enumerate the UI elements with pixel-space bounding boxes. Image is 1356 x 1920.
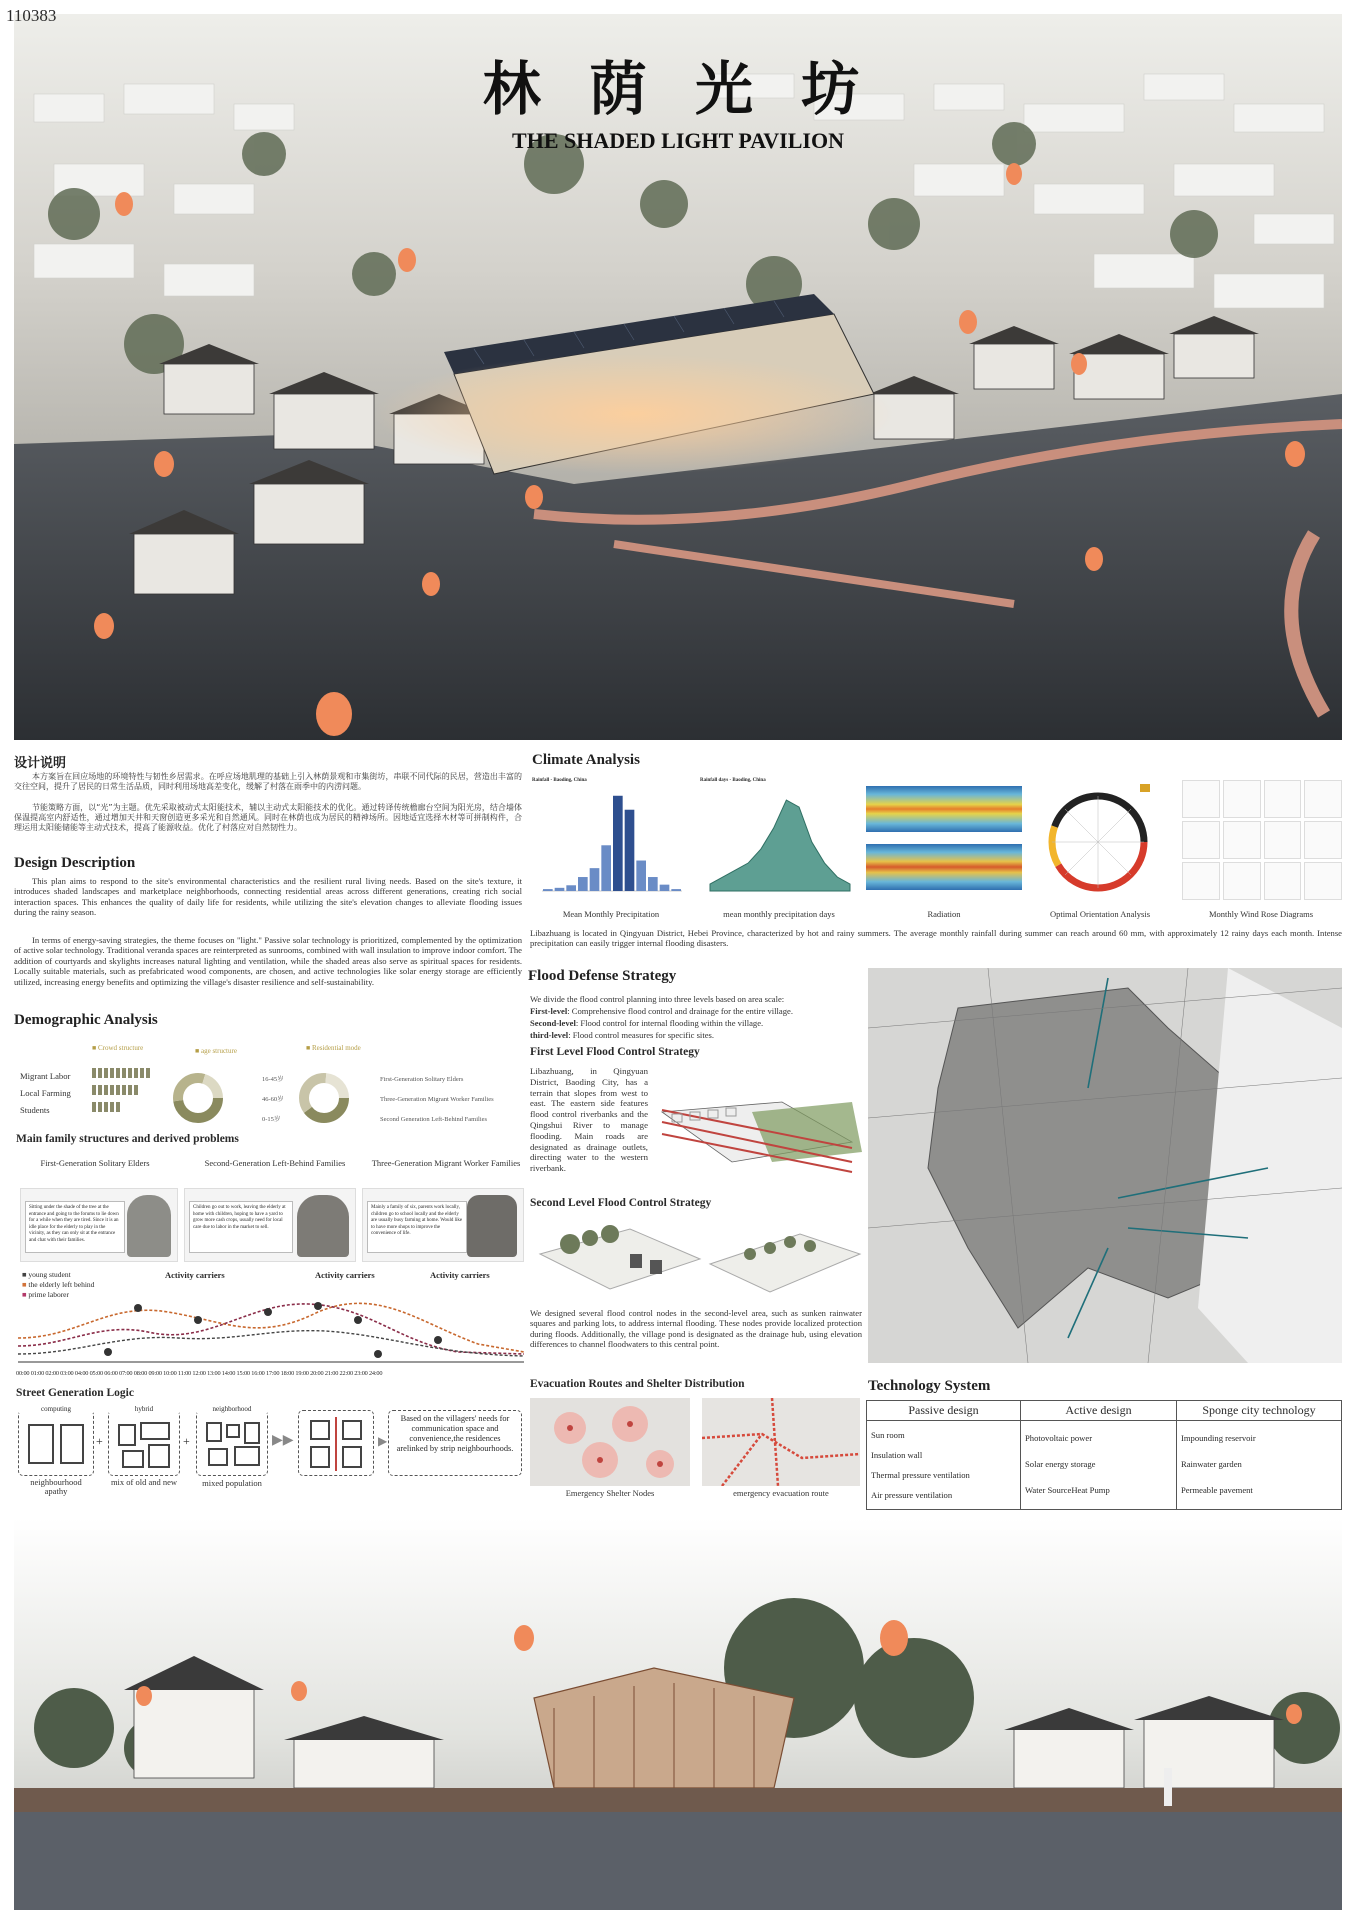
shelter-nodes-map <box>530 1398 690 1486</box>
design-cn-heading: 设计说明 <box>14 756 67 771</box>
rain-days-area <box>710 800 850 891</box>
precipitation-bar <box>671 889 681 891</box>
sponge-list <box>1177 1421 1342 1510</box>
residential-donut-chart <box>296 1070 352 1126</box>
family1-text: Sitting under the shade of the tree at the entrance and going to the forums to lie down for a while when they are tired. Since it is an idle place for the elderly to play in the vicinity, as they can only sit at the entrance and chat with their families. <box>25 1201 125 1253</box>
evacuation-route-map <box>702 1398 860 1486</box>
tech-item: Thermal pressure ventilation <box>871 1470 970 1480</box>
caption-rain-days: mean monthly precipitation days <box>723 909 835 919</box>
second-level-diagrams <box>530 1214 862 1304</box>
street-box-label: neighborhood <box>197 1405 267 1413</box>
family2-text: Children go out to work, leaving the elderly at home with children, hoping to have a yard to grow more cash crops, usually need for local care due to labor in the market to sell. <box>189 1201 293 1253</box>
family3-card <box>362 1188 524 1262</box>
orientation-wheel <box>1040 780 1156 900</box>
tech-item: Impounding reservoir <box>1181 1433 1256 1443</box>
precipitation-bar <box>566 885 576 891</box>
precipitation-bar <box>601 845 611 891</box>
street-label-apathy: neighbourhood apathy <box>30 1477 82 1496</box>
street-label-mixed: mixed population <box>202 1478 262 1488</box>
design-en-heading: Design Description <box>14 855 136 871</box>
tech-item: Permeable pavement <box>1181 1485 1253 1495</box>
mode-label: Second Generation Left-Behind Families <box>380 1116 488 1123</box>
precipitation-bar <box>648 877 658 891</box>
precipitation-plot <box>532 783 690 903</box>
street-note: Based on the villagers' needs for communication space and convenience,the residences arelinked by strip neighbourhoods. <box>388 1410 522 1476</box>
rain-days-chart <box>700 778 858 908</box>
street-box-result <box>298 1410 374 1476</box>
age-labels <box>262 1070 284 1130</box>
street-box-computing <box>18 1405 94 1476</box>
mode-label: Three-Generation Migrant Worker Families <box>380 1096 494 1103</box>
second-level-heading: Second Level Flood Control Strategy <box>530 1197 712 1209</box>
passive-list <box>867 1421 1021 1510</box>
precipitation-bar <box>590 868 600 891</box>
tech-col-active: Active design <box>1021 1401 1177 1421</box>
street-box-label: hybrid <box>109 1405 179 1413</box>
legend-young-student: ■ young student <box>22 1270 71 1279</box>
design-en-p2: In terms of energy-saving strategies, the theme focuses on "light." Passive solar technology is prioritized, complemented by the optimization of active solar technology. Traditional veranda spaces are reinterpreted as sunrooms, combined with wall insulation to improve indoor comfort. The addition of courtyards and skylights increases natural lighting and ventilation, while the shaded areas also serve as spiritual spaces for residents. Locally suitable materials, such as prefabricated wood components, are chosen, and active technologies like solar energy storage are efficiently utilized, increasing energy benefits and optimizing the village's disaster resilience and self-sustainability. <box>14 935 522 987</box>
caption-shelter-nodes: Emergency Shelter Nodes <box>565 1488 655 1498</box>
tech-item: Rainwater garden <box>1181 1459 1242 1469</box>
age-label: 16-45岁 <box>262 1076 284 1083</box>
crowd-row-label: Local Farming <box>20 1088 71 1098</box>
design-cn-p2: 节能策略方面，以“光”为主题。优先采取被动式太阳能技术，辅以主动式太阳能技术的优化。通过转译传统檐廊台空间为阳光房，结合墙体保温提高室内舒适性，通过增加天井和天窗创造更多采光和自然通风。同时在林荫也成为居民的精神场所。因地适宜选择木材等可拼制构件，合理运用太阳能储能等主动式技术，提高了能源收益。优化了村落应对自然韧性力。 <box>14 803 522 832</box>
technology-table <box>866 1400 1342 1510</box>
chart-title: Rainfall days - Baoding, China <box>700 778 766 783</box>
title-chinese: 林 荫 光 坊 <box>482 55 874 123</box>
climate-note: Libazhuang is located in Qingyuan District, Hebei Province, characterized by hot and rainy summers. The average monthly rainfall during summer can reach around 60 mm, with approximately 12 rainy days each month. Intense precipitation can easily trigger internal flooding disasters. <box>530 928 1342 949</box>
family2-title: Second-Generation Left-Behind Families <box>204 1158 346 1168</box>
precipitation-bar <box>625 810 635 891</box>
design-en-p1: This plan aims to respond to the site's environmental characteristics and the resilient rural living needs. Based on the site's texture, it introduces shaded landscapes and marketplace neighborhoods, connecting residential areas across different generations, creating rich social interaction spaces. This enhances the quality of daily life for residents, while utilizing the site's elevation changes to alleviate flooding issues during the rainy season. <box>14 876 522 918</box>
age-label: 0-15岁 <box>262 1116 281 1123</box>
wind-rose-grid <box>1182 780 1342 900</box>
families-heading: Main family structures and derived problems <box>16 1133 239 1145</box>
precipitation-bar <box>555 888 565 891</box>
caption-wind-rose: Monthly Wind Rose Diagrams <box>1208 909 1314 919</box>
precipitation-bar <box>578 877 588 891</box>
rain-days-plot <box>700 783 858 903</box>
caption-radiation: Radiation <box>927 909 961 919</box>
flood-heading: Flood Defense Strategy <box>528 968 677 984</box>
age-label: 46-60岁 <box>262 1096 284 1103</box>
radiation-heatmap <box>866 786 1022 898</box>
crowd-people-icons <box>90 1066 160 1118</box>
family3-title: Three-Generation Migrant Worker Families <box>371 1158 521 1168</box>
precipitation-bar <box>636 861 646 891</box>
street-box-hybrid <box>108 1405 180 1476</box>
crowd-row-label: Students <box>20 1105 50 1115</box>
street-box-neighborhood <box>196 1405 268 1476</box>
flood-level1: First-level: Comprehensive flood control and drainage for the entire village. <box>530 1006 793 1016</box>
tech-item: Air pressure ventilation <box>871 1490 953 1500</box>
first-level-diagram <box>652 1082 864 1180</box>
mode-label: First-Generation Solitary Elders <box>380 1076 464 1083</box>
climate-heading: Climate Analysis <box>532 752 640 768</box>
crowd-row-label: Migrant Labor <box>20 1071 71 1081</box>
activity-carriers-2: Activity carriers <box>315 1270 375 1280</box>
plus-icon: + <box>183 1434 190 1448</box>
caption-orientation: Optimal Orientation Analysis <box>1049 909 1151 919</box>
family3-text: Mainly a family of six, parents work locally, children go to school locally and the elderly are usually busy farming at home. Would like to have more shops to improve the convenience of life. <box>367 1201 467 1253</box>
arrow-right-icon: ▶ <box>378 1434 388 1448</box>
flood-level3: third-level: Flood control measures for specific sites. <box>530 1030 715 1040</box>
family2-portrait <box>297 1195 349 1257</box>
technology-heading: Technology System <box>868 1378 991 1394</box>
family1-title: First-Generation Solitary Elders <box>40 1158 150 1168</box>
legend-residential: ■ Residential mode <box>306 1044 361 1052</box>
precipitation-bar <box>660 885 670 891</box>
legend-elderly: ■ the elderly left behind <box>22 1280 95 1289</box>
tech-col-sponge: Sponge city technology <box>1177 1401 1342 1421</box>
age-donut-chart <box>170 1070 226 1126</box>
street-box-label: computing <box>19 1405 93 1413</box>
legend-age: ■ age structure <box>195 1047 237 1055</box>
tech-item: Solar energy storage <box>1025 1459 1096 1469</box>
active-list <box>1021 1421 1177 1510</box>
board-id: 110383 <box>6 6 57 25</box>
time-axis-labels: 00:00 01:00 02:00 03:00 04:00 05:00 06:00 07:00 08:00 09:00 10:00 11:00 12:00 13:00 14:00 15:00 16:00 17:00 18:00 19:00 20:00 21:00 22:00 23:00 24:00 <box>16 1370 383 1377</box>
chart-title: Rainfall - Baoding, China <box>532 778 587 783</box>
village-flood-map <box>868 968 1342 1363</box>
daily-activity-chart <box>18 1282 524 1368</box>
activity-carriers-3: Activity carriers <box>430 1270 490 1280</box>
street-heading: Street Generation Logic <box>16 1387 134 1399</box>
precipitation-bar <box>613 796 623 891</box>
title-english: THE SHADED LIGHT PAVILION <box>512 128 844 153</box>
flood-level2: Second-level: Flood control for internal flooding within the village. <box>530 1018 764 1028</box>
precipitation-bar <box>543 889 553 891</box>
flood-intro: We divide the flood control planning into three levels based on area scale: <box>530 994 785 1004</box>
family1-portrait <box>127 1195 171 1257</box>
legend-crowd: ■ Crowd structure <box>92 1044 144 1052</box>
family3-portrait <box>467 1195 517 1257</box>
crowd-rows <box>20 1068 71 1119</box>
demographic-heading: Demographic Analysis <box>14 1012 158 1028</box>
arrow-right-icon: ▶▶ <box>272 1433 294 1448</box>
tech-item: Water SourceHeat Pump <box>1025 1485 1110 1495</box>
tech-item: Photovoltaic power <box>1025 1433 1093 1443</box>
first-level-heading: First Level Flood Control Strategy <box>530 1046 700 1058</box>
caption-evacuation-route: emergency evacuation route <box>733 1488 829 1498</box>
tech-item: Sun room <box>871 1430 905 1440</box>
second-level-text: We designed several flood control nodes in the second-level area, such as sunken rainwater squares and parking lots, to address internal flooding. These nodes provide localized protection during floods. Additionally, the village pond is designated as the drainage hub, using elevation differences to channel floodwaters to this central point. <box>530 1308 862 1350</box>
family1-card <box>20 1188 178 1262</box>
legend-laborer: ■ prime laborer <box>22 1290 70 1299</box>
precipitation-chart <box>532 778 690 908</box>
residential-mode-labels <box>380 1070 494 1130</box>
plus-icon: + <box>96 1434 103 1448</box>
family2-card <box>184 1188 356 1262</box>
first-level-text: Libazhuang, in Qingyuan District, Baoding City, has a terrain that slopes from west to east. The eastern side features flood control riverbanks and the Qingshui River to manage flooding. Main roads are designated as drainage outlets, directing water to the western riverbank. <box>530 1066 648 1174</box>
activity-carriers-1: Activity carriers <box>165 1270 225 1280</box>
evacuation-heading: Evacuation Routes and Shelter Distribution <box>530 1378 745 1390</box>
street-view-render <box>14 1518 1342 1910</box>
tech-item: Insulation wall <box>871 1450 923 1460</box>
tech-col-passive: Passive design <box>867 1401 1021 1421</box>
design-cn-p1: 本方案旨在回应场地的环境特性与韧性乡居需求。在呼应场地肌理的基础上引入林荫景观和市集街坊，串联不同代际的民居，营造出丰富的交往空间，提升了居民的日常生活品质，同时利用场地高差变化，缓解了村落在雨季中的内涝问题。 <box>14 772 522 791</box>
caption-precipitation: Mean Monthly Precipitation <box>562 909 660 919</box>
street-label-mix: mix of old and new <box>110 1477 178 1487</box>
